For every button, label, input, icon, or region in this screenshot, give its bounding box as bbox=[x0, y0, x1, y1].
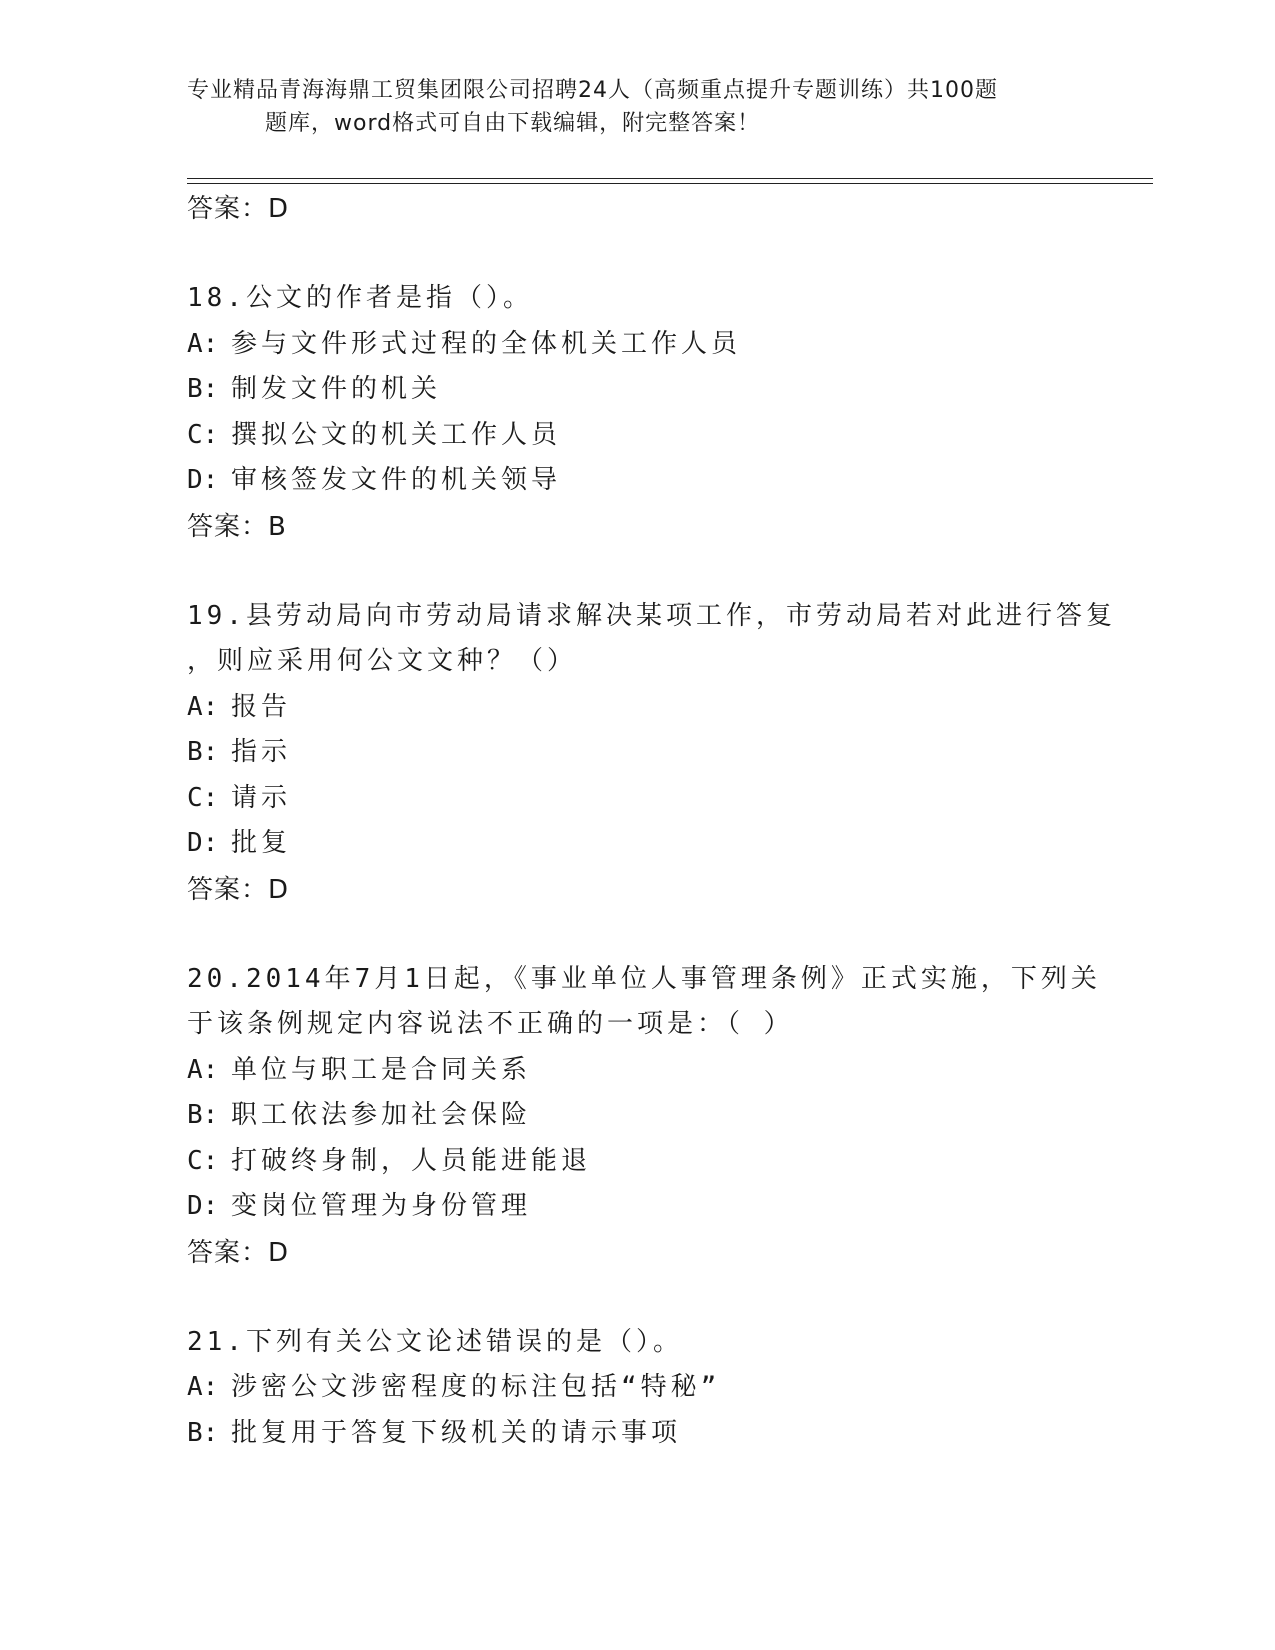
option-letter: A: bbox=[187, 1372, 219, 1402]
option-letter: D: bbox=[187, 1191, 219, 1221]
option-text: 撰拟公文的机关工作人员 bbox=[231, 419, 562, 450]
option-c bbox=[187, 1139, 1087, 1185]
option-a bbox=[187, 1048, 1087, 1094]
option-text: 参与文件形式过程的全体机关工作人员 bbox=[231, 328, 742, 359]
answer-line: 答案：B bbox=[187, 511, 287, 542]
header-divider-top bbox=[187, 178, 1153, 179]
header-divider-bottom bbox=[187, 183, 1153, 184]
option-letter: C: bbox=[187, 782, 219, 813]
question-text: 21.下列有关公文论述错误的是（）。 bbox=[187, 1326, 683, 1357]
option-text: 涉密公文涉密程度的标注包括“特秘” bbox=[231, 1372, 721, 1402]
option-text: 批复用于答复下级机关的请示事项 bbox=[231, 1417, 682, 1448]
option-d bbox=[187, 821, 1087, 867]
option-c bbox=[187, 776, 1087, 822]
option-text: 单位与职工是合同关系 bbox=[231, 1054, 532, 1085]
question-19 bbox=[187, 594, 1116, 913]
spacer bbox=[187, 232, 1087, 276]
answer-line: 答案：D bbox=[187, 1237, 290, 1268]
option-letter: D: bbox=[187, 465, 219, 495]
option-letter: B: bbox=[187, 1100, 219, 1130]
option-b bbox=[187, 1093, 1087, 1139]
document-header bbox=[187, 74, 1087, 140]
option-c bbox=[187, 413, 1087, 459]
option-a bbox=[187, 322, 1087, 368]
option-d bbox=[187, 1184, 1087, 1230]
option-a bbox=[187, 685, 1087, 731]
option-b bbox=[187, 1411, 1087, 1457]
option-letter: A: bbox=[187, 691, 219, 722]
option-letter: B: bbox=[187, 1417, 219, 1448]
option-text: 打破终身制，人员能进能退 bbox=[231, 1145, 592, 1176]
header-title-line2: 题库，word格式可自由下载编辑，附完整答案！ bbox=[265, 111, 761, 136]
option-letter: C: bbox=[187, 419, 219, 450]
question-text: 20.2014年7月1日起，《事业单位人事管理条例》正式实施，下列关 bbox=[187, 963, 1101, 994]
option-text: 职工依法参加社会保险 bbox=[231, 1100, 532, 1130]
question-text-continued: ，则应采用何公文文种？（） bbox=[187, 646, 578, 676]
option-letter: B: bbox=[187, 737, 219, 767]
question-text: 19.县劳动局向市劳动局请求解决某项工作，市劳动局若对此进行答复 bbox=[187, 600, 1116, 631]
option-text: 批复 bbox=[231, 828, 292, 858]
spacer bbox=[187, 550, 1087, 594]
option-a bbox=[187, 1365, 1087, 1411]
option-b bbox=[187, 730, 1087, 776]
option-text: 指示 bbox=[231, 737, 292, 767]
option-letter: A: bbox=[187, 1054, 219, 1085]
option-text: 报告 bbox=[231, 691, 292, 722]
question-21 bbox=[187, 1320, 1087, 1457]
answer-line: 答案：D bbox=[187, 874, 290, 905]
question-20 bbox=[187, 957, 1101, 1276]
question-content bbox=[187, 186, 1116, 1456]
option-letter: B: bbox=[187, 374, 219, 404]
option-text: 制发文件的机关 bbox=[231, 374, 442, 404]
option-b bbox=[187, 367, 1087, 413]
question-text-continued: 于该条例规定内容说法不正确的一项是：（ ） bbox=[187, 1009, 794, 1039]
header-title-line1: 专业精品青海海鼎工贸集团限公司招聘24人（高频重点提升专题训练）共100题 bbox=[187, 78, 998, 103]
spacer bbox=[187, 913, 1087, 957]
option-d bbox=[187, 458, 1087, 504]
option-text: 审核签发文件的机关领导 bbox=[231, 465, 562, 495]
spacer bbox=[187, 1276, 1087, 1320]
question-18 bbox=[187, 276, 1087, 550]
question-text: 18.公文的作者是指（）。 bbox=[187, 283, 533, 313]
option-text: 请示 bbox=[231, 782, 292, 813]
option-text: 变岗位管理为身份管理 bbox=[231, 1191, 532, 1221]
option-letter: A: bbox=[187, 328, 219, 359]
option-letter: D: bbox=[187, 828, 219, 858]
option-letter: C: bbox=[187, 1145, 219, 1176]
answer-line: 答案：D bbox=[187, 194, 290, 224]
